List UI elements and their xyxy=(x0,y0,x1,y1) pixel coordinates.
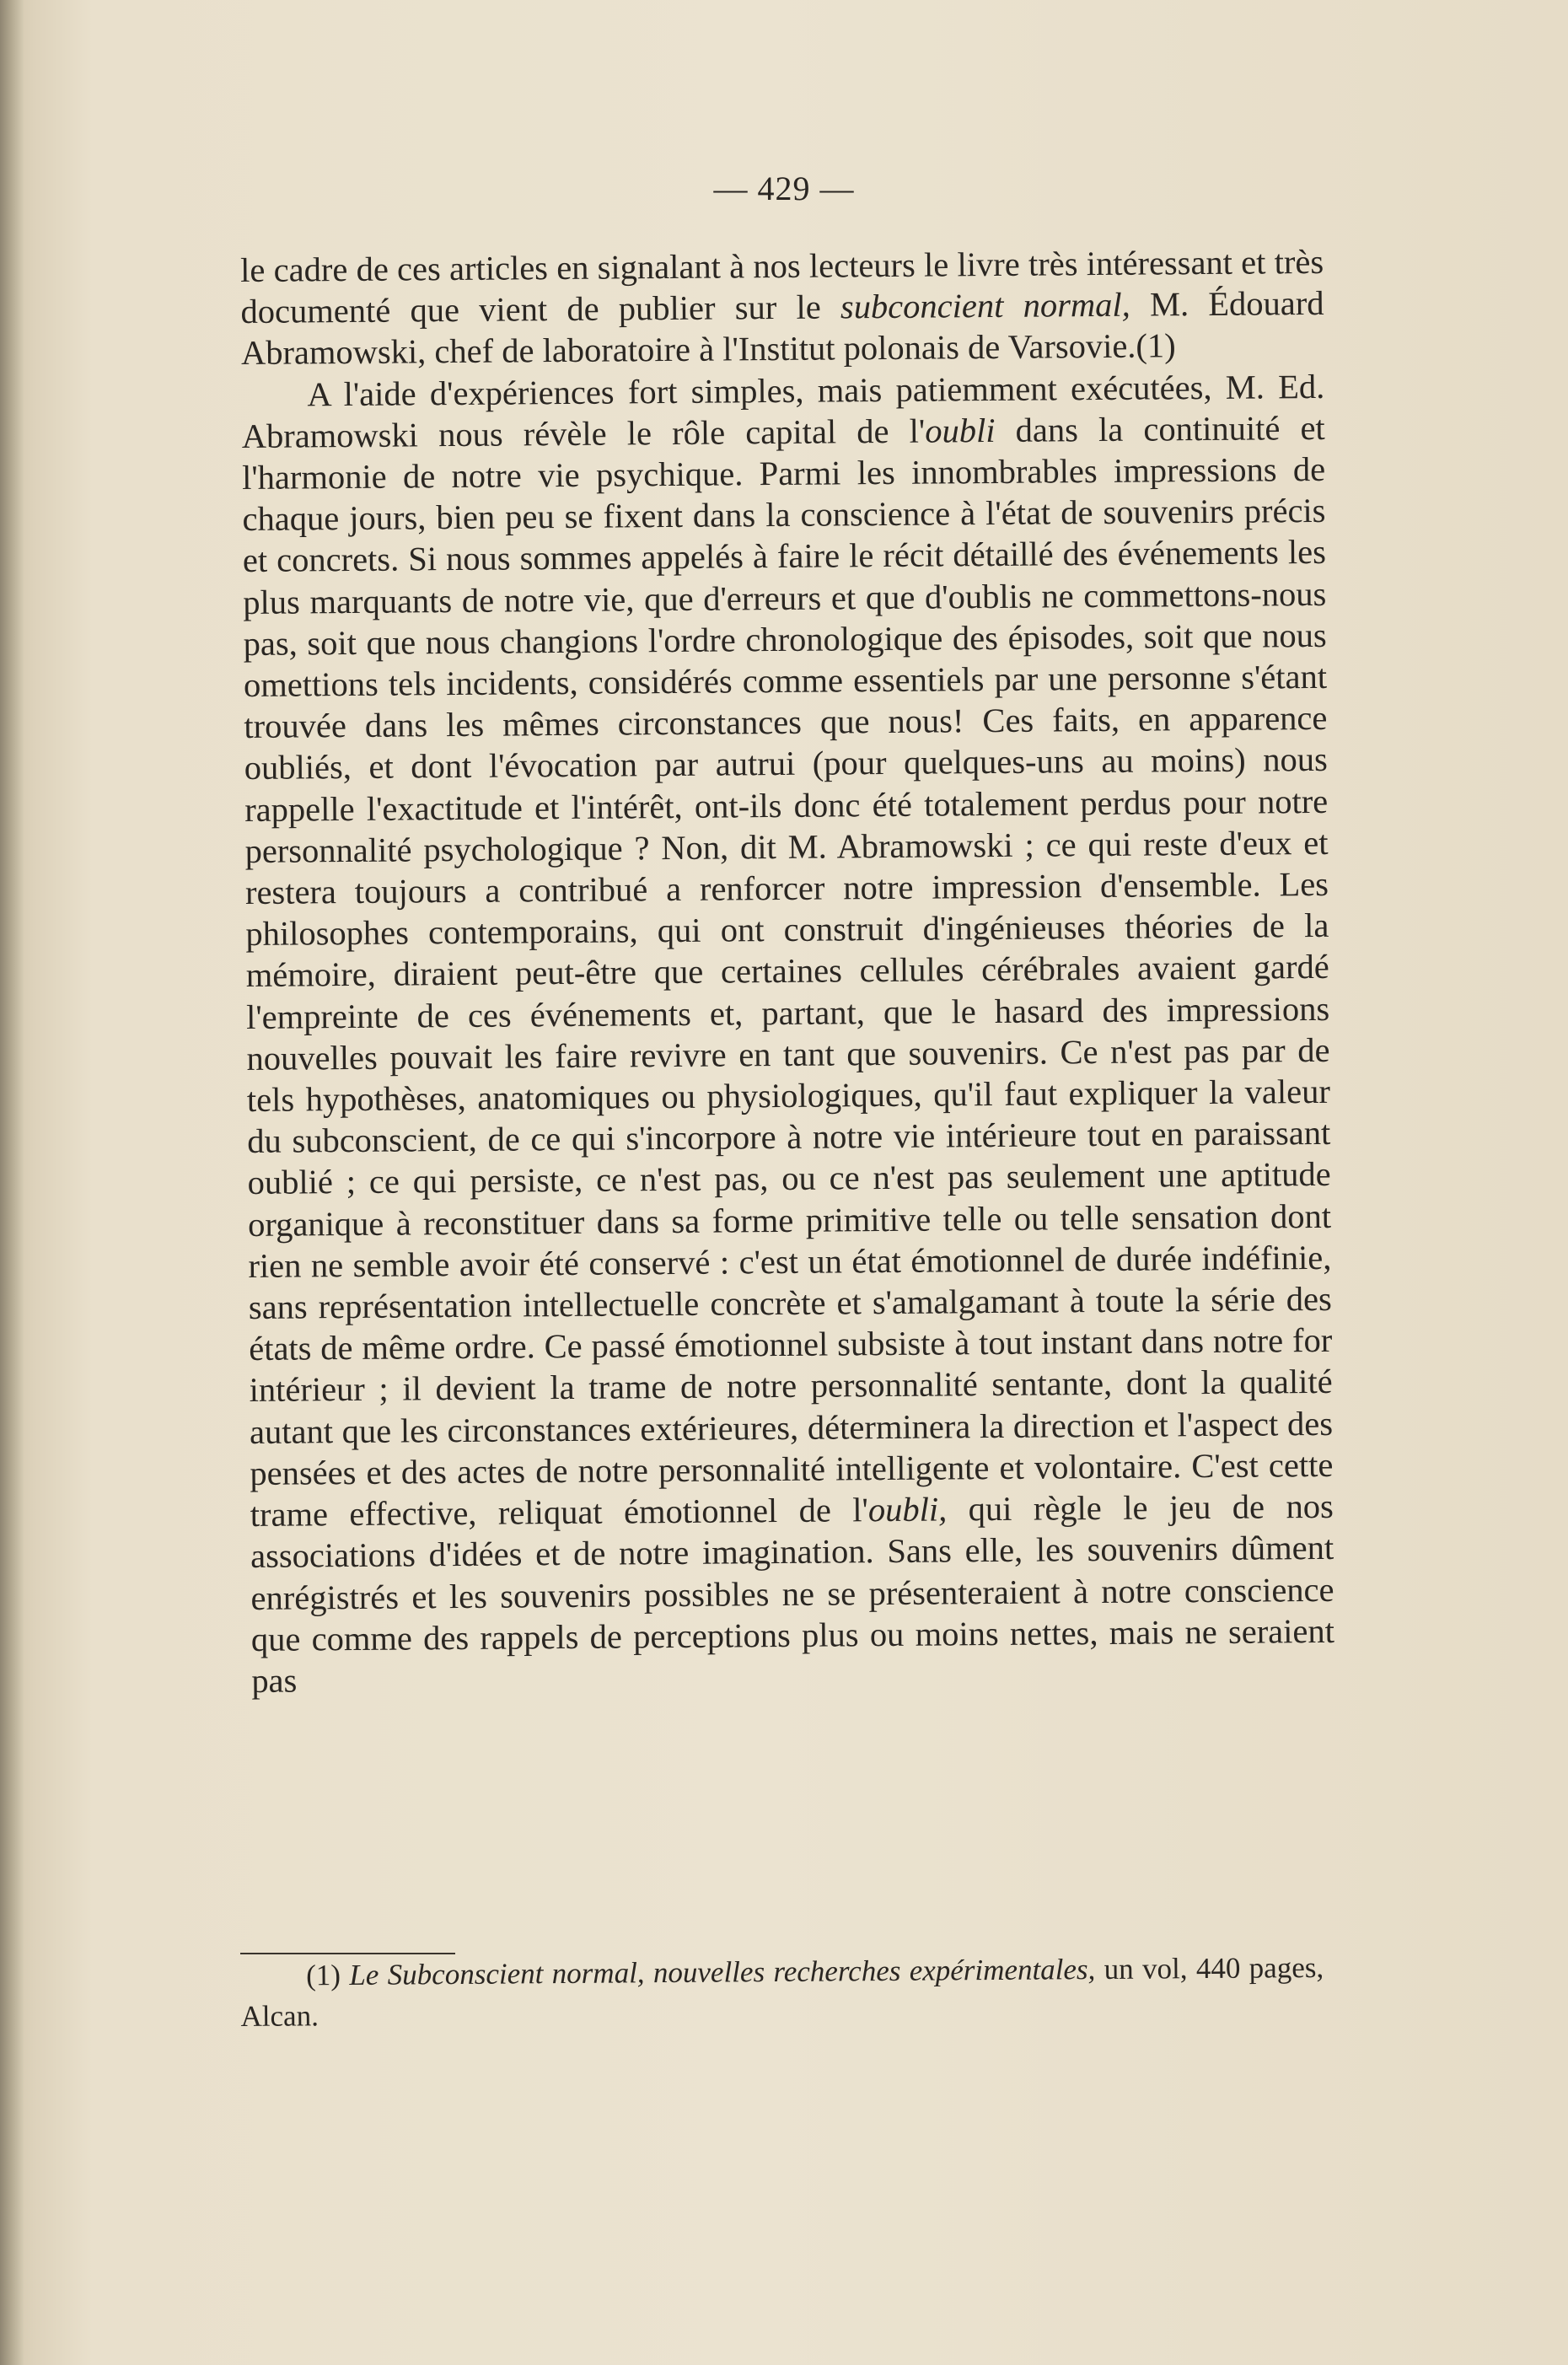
footnote-text xyxy=(240,1948,1324,2037)
page-number: — 429 — xyxy=(713,169,855,207)
body-text xyxy=(240,241,1334,1701)
paragraph-1-text: le cadre de ces articles en signalant à nos lecteurs le livre très intéressant et très documenté que vient de publier sur le xyxy=(240,242,1324,331)
paragraph-2-italic: oubli xyxy=(925,411,996,450)
footnote-title: Le Subconscient normal, nouvelles recherches expérimentales, xyxy=(349,1953,1096,1991)
footnote-rest: un vol, 440 pages, Alcan. xyxy=(240,1950,1324,2033)
binding-edge xyxy=(0,0,24,2365)
paragraph-2-text: A l'aide d'expériences fort simples, mais patiemment exécutées, M. Ed. Abramowski nous révèle le rôle capital de l' xyxy=(241,367,1325,455)
paragraph-1-text-end: M. Édouard Abramowski, chef de laboratoire à l'Institut polonais de Varsovie.(1) xyxy=(240,284,1324,373)
paragraph-main xyxy=(241,366,1334,1702)
paragraph-2-italic-2: oubli, xyxy=(867,1490,948,1529)
paragraph-2-text-end: qui règle le jeu de nos associations d'idées et de notre imagination. Sans elle, les souvenirs dûment enrégistrés et les souvenirs possibles ne se présenteraient à notre conscience que comme des rappels de perceptions plus ou moins nettes, mais ne seraient pas xyxy=(250,1486,1335,1700)
footnote xyxy=(240,1948,1324,2037)
paragraph-continued xyxy=(240,241,1324,374)
paragraph-1-italic: subconcient normal, xyxy=(840,285,1130,326)
paragraph-2-text-middle: dans la continuité et l'harmonie de notre vie psychique. Parmi les innombrables impressions de chaque jours, bien peu se fixent dans la conscience à l'état de souvenirs précis et concrets. Si nous sommes appelés à faire le récit détaillé des événements les plus marquants de notre vie, que d'erreurs et que d'oublis ne commettons-nous pas, soit que nous changions l'ordre chronologique des épisodes, soit que nous omettions tels incidents, considérés comme essentiels par une personne s'étant trouvée dans les mêmes circonstances que nous! Ces faits, en apparence oubliés, et dont l'évocation par autrui (pour quelques-uns au moins) nous rappelle l'exactitude et l'intérêt, ont-ils donc été totalement perdus pour notre personnalité psychologique ? Non, dit M. Abramowski ; ce qui reste d'eux et restera toujours a contribué a renforcer notre impression d'ensemble. Les philosophes contemporains, qui ont construit d'ingénieuses théories de la mémoire, diraient peut-être que certaines cellules cérébrales avaient gardé l'empreinte de ces événements et, partant, que le hasard des impressions nouvelles pouvait les faire revivre en tant que souvenirs. Ce n'est pas par de tels hypothèses, anatomiques ou physiologiques, qu'il faut expliquer la valeur du subconscient, de ce qui s'incorpore à notre vie intérieure tout en paraissant oublié ; ce qui persiste, ce n'est pas, ou ce n'est pas seulement une aptitude organique à reconstituer dans sa forme primitive telle ou telle sensation dont rien ne semble avoir été conservé : c'est un état émotionnel de durée indéfinie, sans représentation intellectuelle concrète et s'amalgamant à toute la série des états de même ordre. Ce passé émotionnel subsiste à tout instant dans notre for intérieur ; il devient la trame de notre personnalité sentante, dont la qualité autant que les circonstances extérieures, déterminera la direction et l'aspect des pensées et des actes de notre personnalité intelligente et volontaire. C'est cette trame effective, reliquat émotionnel de l' xyxy=(241,408,1334,1535)
footnote-marker: (1) xyxy=(306,1959,341,1992)
